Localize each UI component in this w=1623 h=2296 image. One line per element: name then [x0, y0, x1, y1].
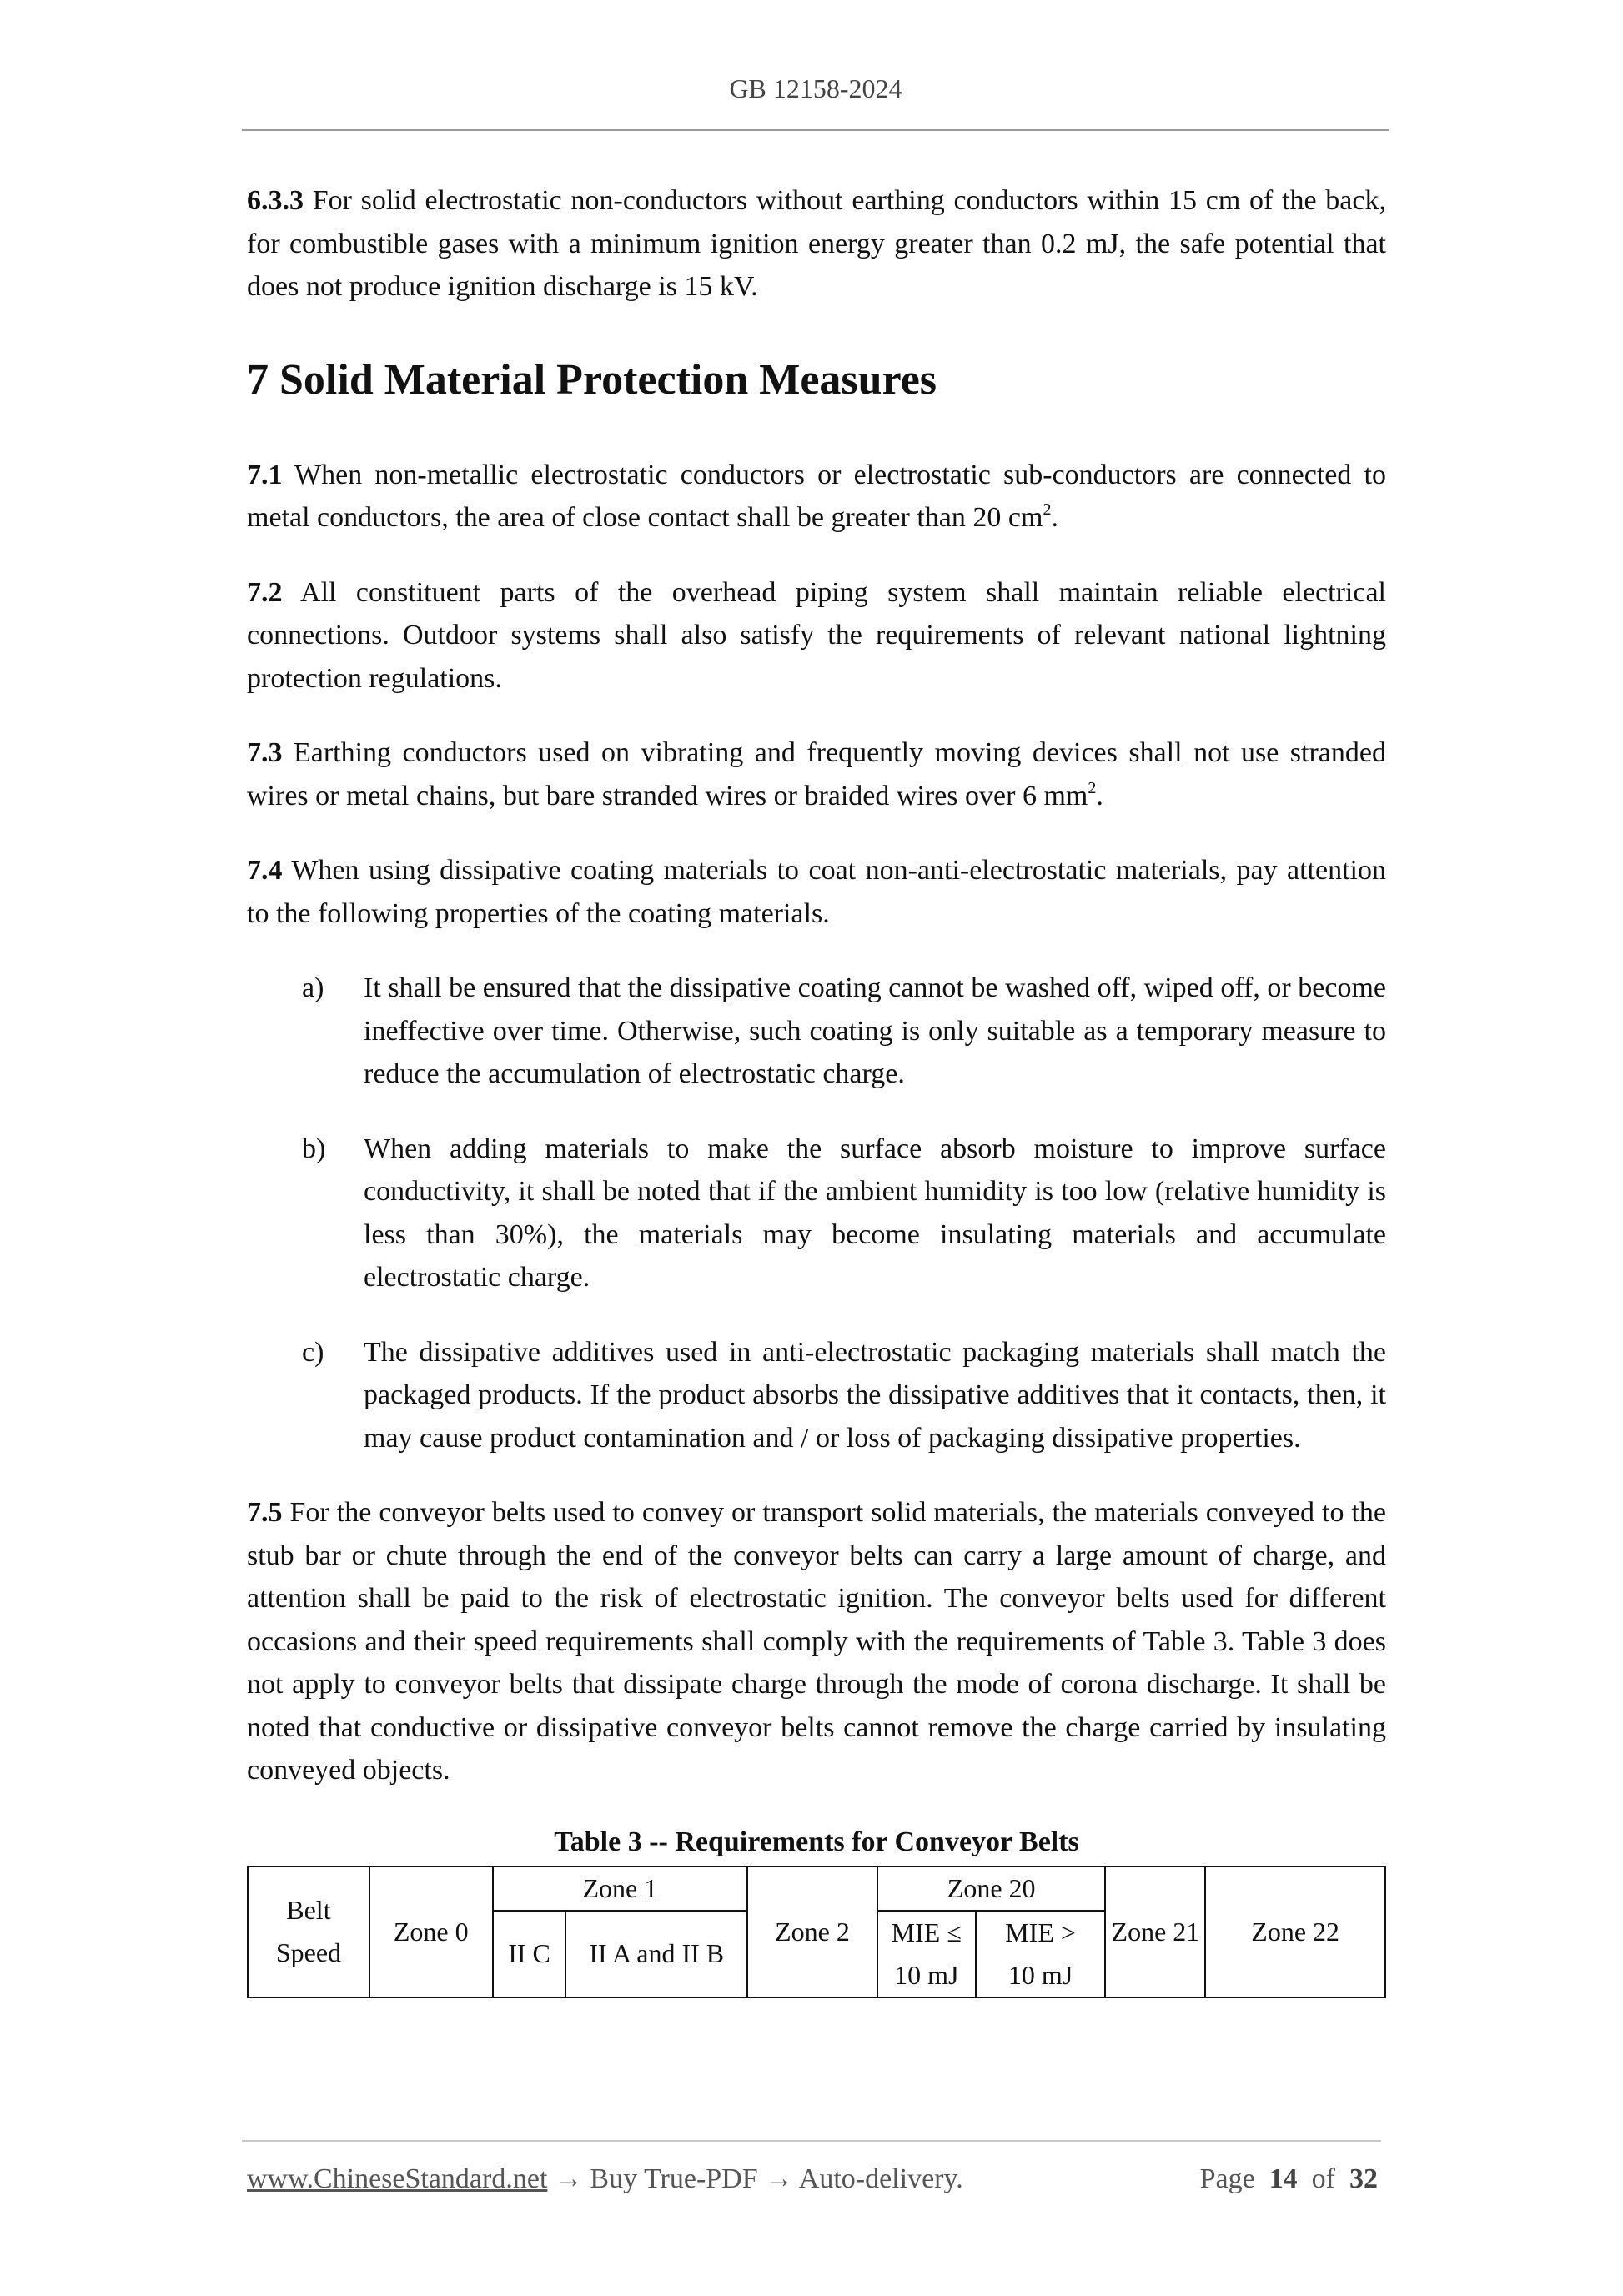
list-item-text: It shall be ensured that the dissipative coating cannot be washed off, wiped off, or become ineffective over time. Otherwise, such coating is only suitable as a temporary measure to reduce the accumulation of electrostatic charge. [364, 972, 1386, 1089]
footer-links [247, 2163, 963, 2195]
list-item-text: When adding materials to make the surface absorb moisture to improve surface conductivity, it shall be noted that if the ambient humidity is too low (relative humidity is less than 30%), the materials may become insulating materials and accumulate electrostatic charge. [364, 1133, 1386, 1293]
list-item [247, 1331, 1386, 1460]
superscript: 2 [1088, 778, 1097, 797]
clause-text: Earthing conductors used on vibrating and frequently moving devices shall not use stranded wires or metal chains, but bare stranded wires or braided wires over 6 mm [247, 737, 1386, 811]
belt-speed-header [248, 1866, 369, 1997]
table-header-row [248, 1866, 1385, 1911]
document-body [247, 179, 1386, 1998]
zone-1-iiab-header: II A and II B [565, 1911, 747, 1997]
clause-7-3 [247, 731, 1386, 817]
clause-7-2 [247, 571, 1386, 701]
clause-7-1 [247, 454, 1386, 540]
site-link[interactable]: www.ChineseStandard.net [247, 2163, 548, 2194]
zone-22-header: Zone 22 [1205, 1866, 1385, 1997]
list-marker: a) [302, 972, 324, 1003]
clause-text: All constituent parts of the overhead piping system shall maintain reliable electrical connections. Outdoor systems shall also satisfy the requirements of relevant national lightning protection regulations. [247, 576, 1386, 694]
page-header [242, 73, 1389, 104]
clause-7-4 [247, 849, 1386, 935]
clause-number: 7.4 [247, 855, 283, 886]
list-item-text: The dissipative additives used in anti-electrostatic packaging materials shall match the packaged products. If the product absorbs the dissipative additives that it contacts, then, it may cause product contamination and / or loss of packaging dissipative properties. [364, 1336, 1386, 1454]
zone-1-header: Zone 1 [493, 1866, 747, 1911]
zone-20-header: Zone 20 [877, 1866, 1106, 1911]
clause-end: . [1051, 502, 1058, 533]
header-line: Speed [275, 1937, 342, 1967]
arrow-icon: → [547, 2163, 590, 2194]
list-marker: b) [302, 1133, 326, 1164]
clause-text: For solid electrostatic non-conductors without earthing conductors within 15 cm of the back, for combustible gases with a minimum ignition energy greater than 0.2 mJ, the safe potential that does not produce ignition discharge is 15 kV. [247, 185, 1386, 302]
zone-0-header: Zone 0 [369, 1866, 493, 1997]
buy-true-pdf-text: Buy True-PDF [590, 2163, 758, 2194]
section-7-heading: 7 Solid Material Protection Measures [247, 355, 937, 404]
zone-1-iic-header: II C [493, 1911, 566, 1997]
footer-divider [242, 2140, 1381, 2142]
clause-number: 7.5 [247, 1497, 283, 1528]
total-pages: 32 [1349, 2163, 1378, 2194]
current-page: 14 [1269, 2163, 1298, 2194]
clause-number: 7.2 [247, 576, 283, 608]
list-item [247, 967, 1386, 1096]
clause-text: When non-metallic electrostatic conductors or electrostatic sub-conductors are connected to metal conductors, the area of close contact shall be greater than 20 cm [247, 459, 1386, 533]
header-line: 10 mJ [1007, 1959, 1073, 1990]
clause-text: For the conveyor belts used to convey or transport solid materials, the materials conveyed to the stub bar or chute through the end of the conveyor belts can carry a large amount of charge, and attention shall be paid to the risk of electrostatic ignition. The conveyor belts used for different occasions and their speed requirements shall comply with the requirements of Table 3. Table 3 does not apply to conveyor belts that dissipate charge through the mode of corona discharge. It shall be noted that conductive or dissipative conveyor belts cannot remove the charge carried by insulating conveyed objects. [247, 1497, 1386, 1786]
clause-6-3-3 [247, 179, 1386, 309]
page-label: Page [1199, 2163, 1255, 2194]
header-divider [242, 129, 1389, 131]
clause-number: 7.3 [247, 737, 283, 768]
clause-number: 6.3.3 [247, 185, 304, 216]
header-line: MIE > [1005, 1917, 1076, 1947]
header-line: 10 mJ [894, 1959, 959, 1990]
zone-20-mie-gt-header [976, 1911, 1106, 1997]
clause-7-5 [247, 1491, 1386, 1792]
clause-number: 7.1 [247, 459, 283, 490]
conveyor-belt-requirements-table [247, 1866, 1386, 1998]
zone-2-header: Zone 2 [747, 1866, 877, 1997]
arrow-icon: → [757, 2163, 799, 2194]
list-marker: c) [302, 1336, 324, 1368]
header-line: Belt [286, 1895, 331, 1925]
of-label: of [1311, 2163, 1335, 2194]
zone-21-header: Zone 21 [1105, 1866, 1205, 1997]
table-3-title: Table 3 -- Requirements for Conveyor Belts [554, 1826, 1079, 1857]
list-item [247, 1128, 1386, 1299]
clause-end: . [1096, 780, 1103, 811]
coating-properties-list [247, 967, 1386, 1459]
clause-text: When using dissipative coating materials to coat non-anti-electrostatic materials, pay attention to the following properties of the coating materials. [247, 855, 1386, 929]
header-line: MIE ≤ [891, 1917, 962, 1947]
standard-id: GB 12158-2024 [729, 73, 902, 103]
superscript: 2 [1043, 500, 1052, 519]
page-number [1200, 2163, 1378, 2195]
zone-20-mie-le-header [877, 1911, 976, 1997]
auto-delivery-text: Auto-delivery. [798, 2163, 963, 2194]
